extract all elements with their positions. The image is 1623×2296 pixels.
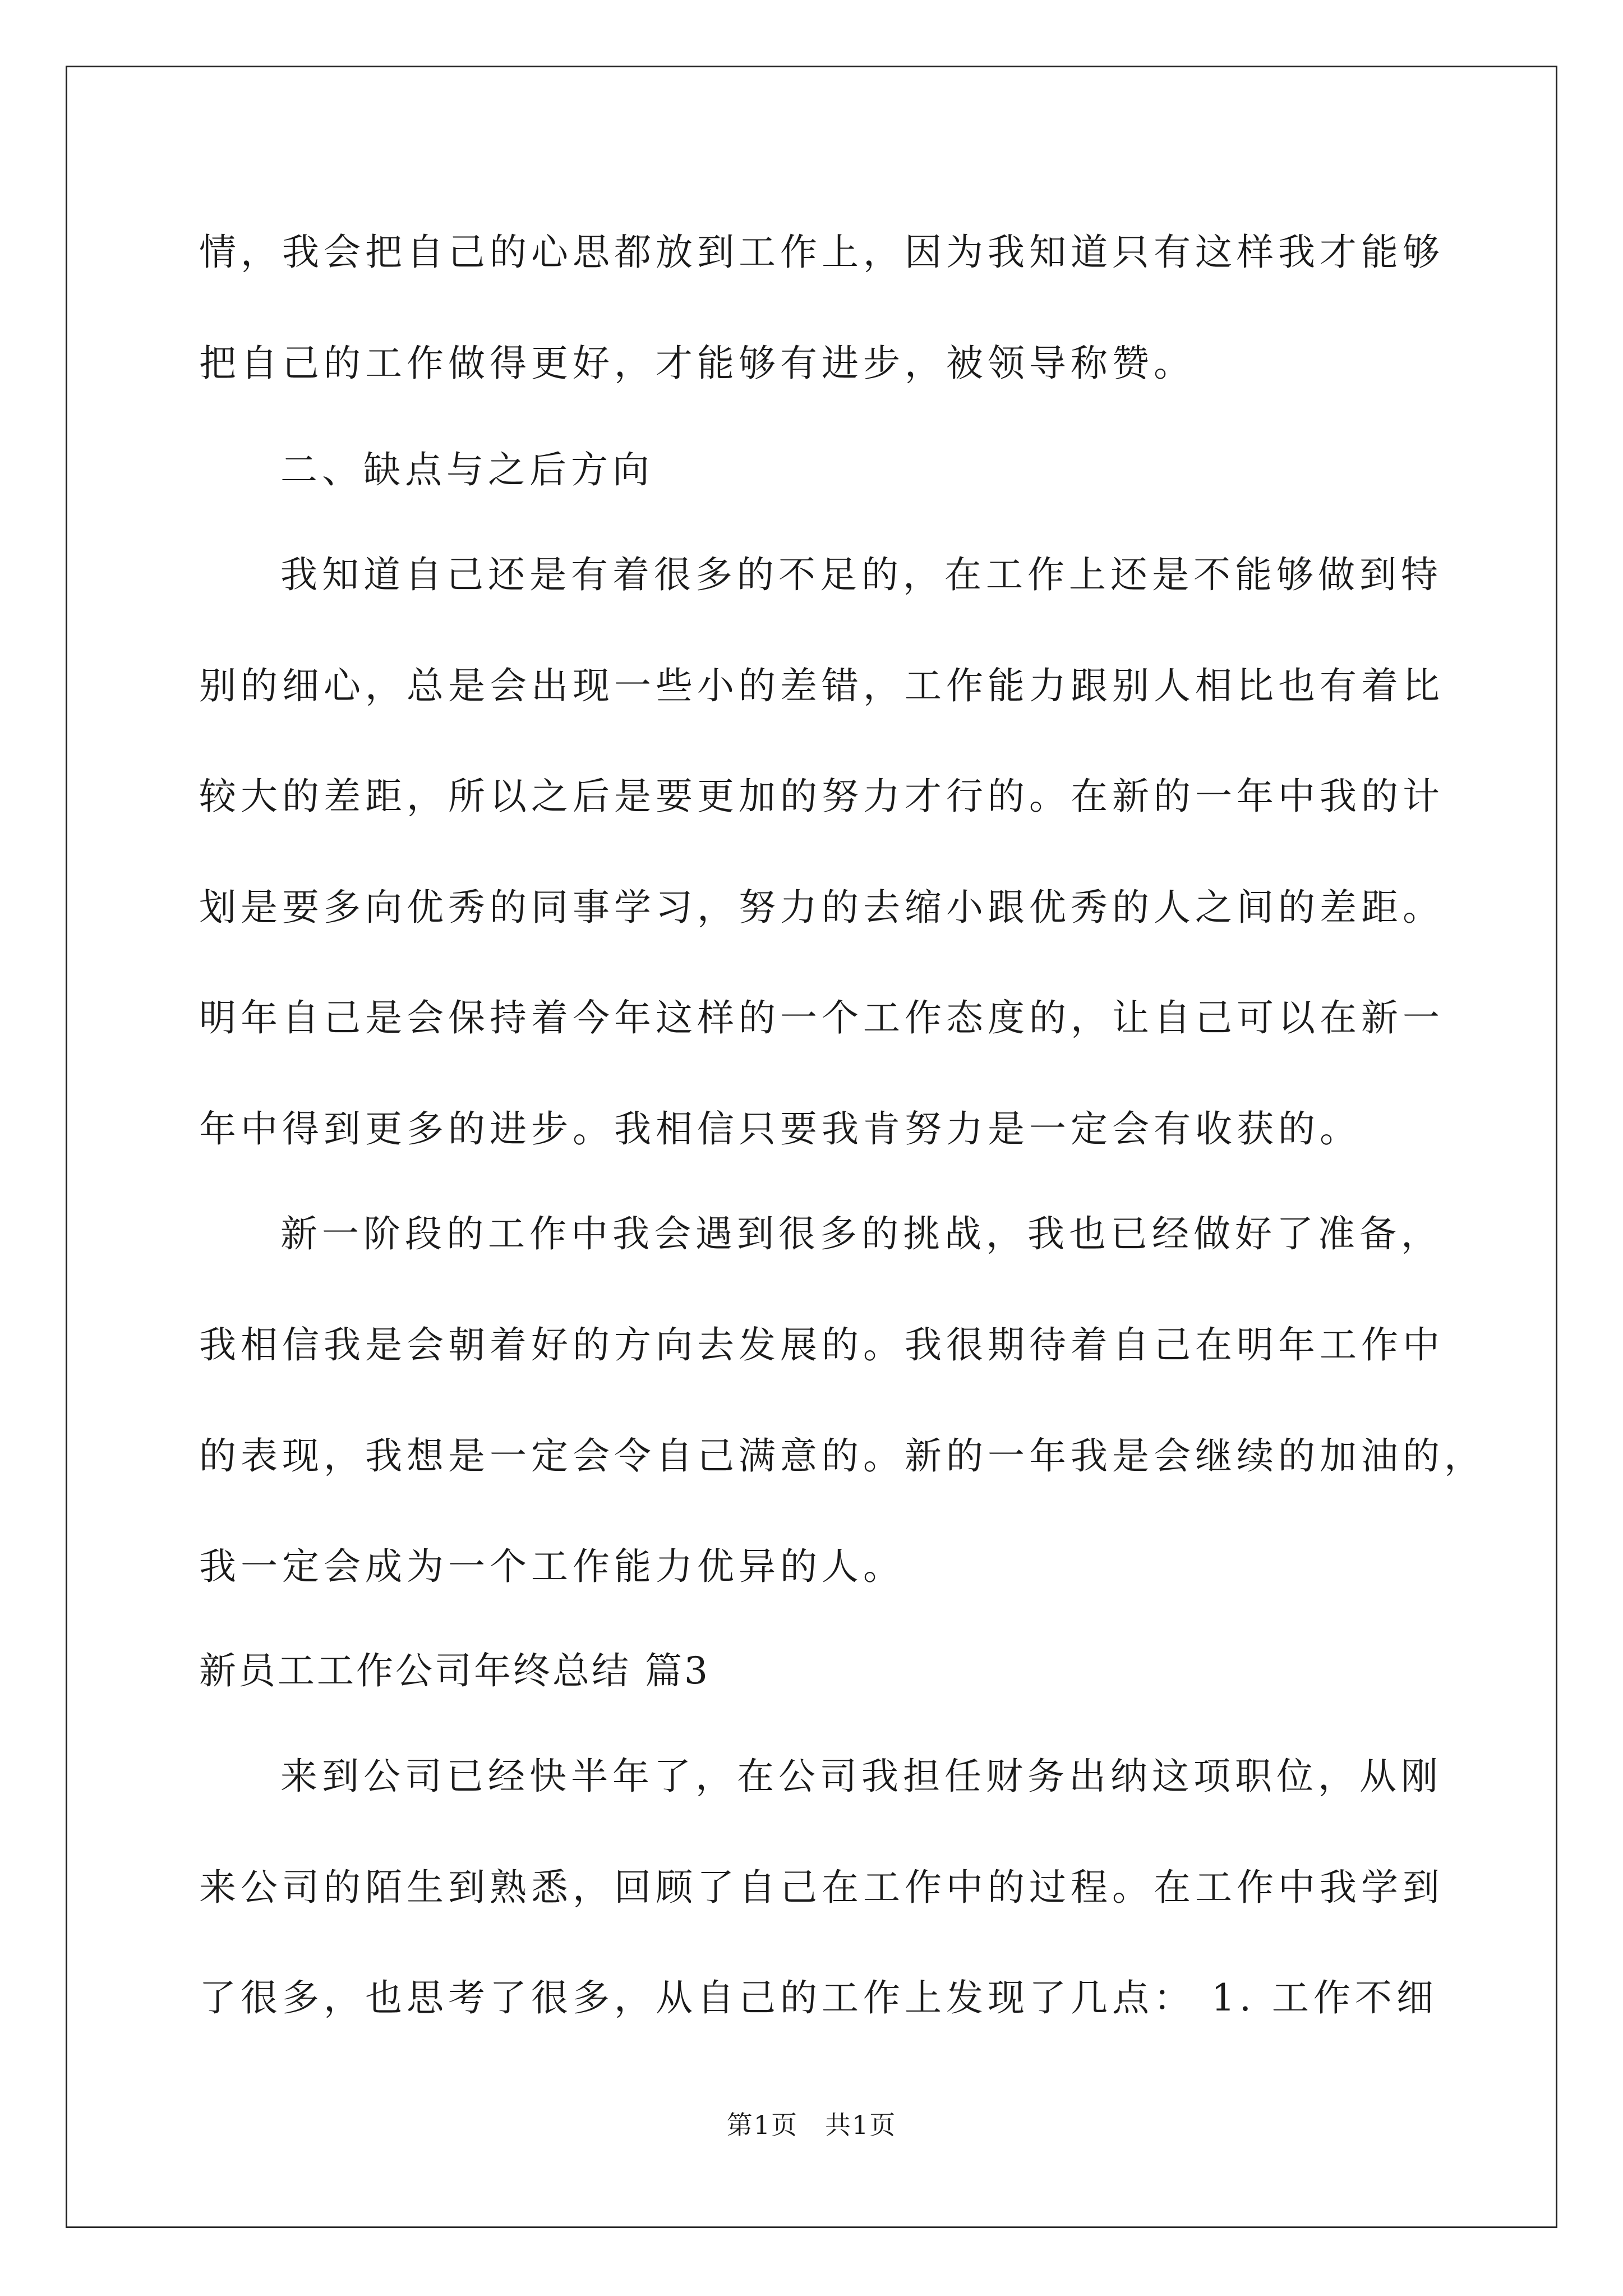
page-footer: 第1页 共1页	[726, 2110, 897, 2140]
article-title: 新员工工作公司年终总结 篇3	[199, 1649, 710, 1692]
text-line: 我相信我是会朝着好的方向去发展的。我很期待着自己在明年工作中	[199, 1323, 1444, 1366]
text-line: 我一定会成为一个工作能力优异的人。	[199, 1545, 905, 1588]
text-line: 来公司的陌生到熟悉，回顾了自己在工作中的过程。在工作中我学到	[199, 1866, 1444, 1909]
text-line: 把自己的工作做得更好，才能够有进步，被领导称赞。	[199, 342, 1195, 385]
text-line: 情，我会把自己的心思都放到工作上，因为我知道只有这样我才能够	[199, 231, 1444, 274]
text-line: 新一阶段的工作中我会遇到很多的挑战，我也已经做好了准备，	[280, 1212, 1442, 1255]
text-line: 的表现，我想是一定会令自己满意的。新的一年我是会继续的加油的，	[199, 1434, 1486, 1478]
text-line: 别的细心，总是会出现一些小的差错，工作能力跟别人相比也有着比	[199, 664, 1444, 707]
text-line: 年中得到更多的进步。我相信只要我肯努力是一定会有收获的。	[199, 1107, 1361, 1151]
text-line: 了很多，也思考了很多，从自己的工作上发现了几点： 1. 工作不细	[199, 1976, 1438, 2019]
text-line: 来到公司已经快半年了，在公司我担任财务出纳这项职位，从刚	[280, 1755, 1442, 1798]
text-line: 我知道自己还是有着很多的不足的，在工作上还是不能够做到特	[280, 553, 1442, 596]
text-line: 划是要多向优秀的同事学习，努力的去缩小跟优秀的人之间的差距。	[199, 886, 1444, 929]
text-line: 较大的差距，所以之后是要更加的努力才行的。在新的一年中我的计	[199, 775, 1444, 818]
section-heading: 二、缺点与之后方向	[280, 448, 654, 491]
text-line: 明年自己是会保持着今年这样的一个工作态度的，让自己可以在新一	[199, 996, 1444, 1039]
